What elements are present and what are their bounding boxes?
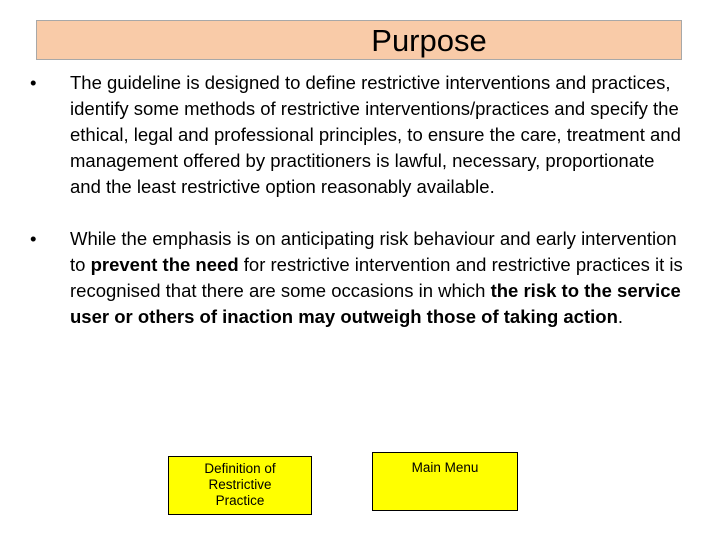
definition-button-line: Practice <box>215 493 265 508</box>
bullet-text: The guideline is designed to define restrictive interventions and practices, identify some methods of restrictive interventions/practices and specify the ethical, legal and professional principles, to ensure the care, treatment and management offered by practitioners is lawful, necessary, proportionate and the least restrictive option reasonably available. <box>70 72 681 197</box>
definition-button-line: Definition of <box>204 461 276 476</box>
main-menu-label: Main Menu <box>411 460 479 475</box>
bullet-list <box>28 70 688 330</box>
bullet-text-part: . <box>617 306 624 327</box>
bullet-bold-text: prevent the need <box>90 254 239 275</box>
bullet-marker: • <box>30 72 37 93</box>
bullet-marker: • <box>30 228 37 249</box>
definition-button-line: Restrictive <box>208 477 272 492</box>
bullet-text-part: for restrictive intervention and restrictive practices it is recognised that there are some occasions in which <box>70 254 683 301</box>
bullet-emphasis <box>28 226 688 330</box>
bullet-bold-text: the risk to the service user or others of inaction may outweigh those of taking action <box>70 280 681 327</box>
main-menu-button[interactable] <box>372 452 518 511</box>
bullet-text-part: While the emphasis is on anticipating risk behaviour and early intervention to <box>70 228 677 275</box>
title-bar <box>36 20 682 60</box>
bullet-purpose <box>28 70 688 200</box>
page-title: Purpose <box>371 22 487 58</box>
definition-button[interactable] <box>168 456 312 515</box>
